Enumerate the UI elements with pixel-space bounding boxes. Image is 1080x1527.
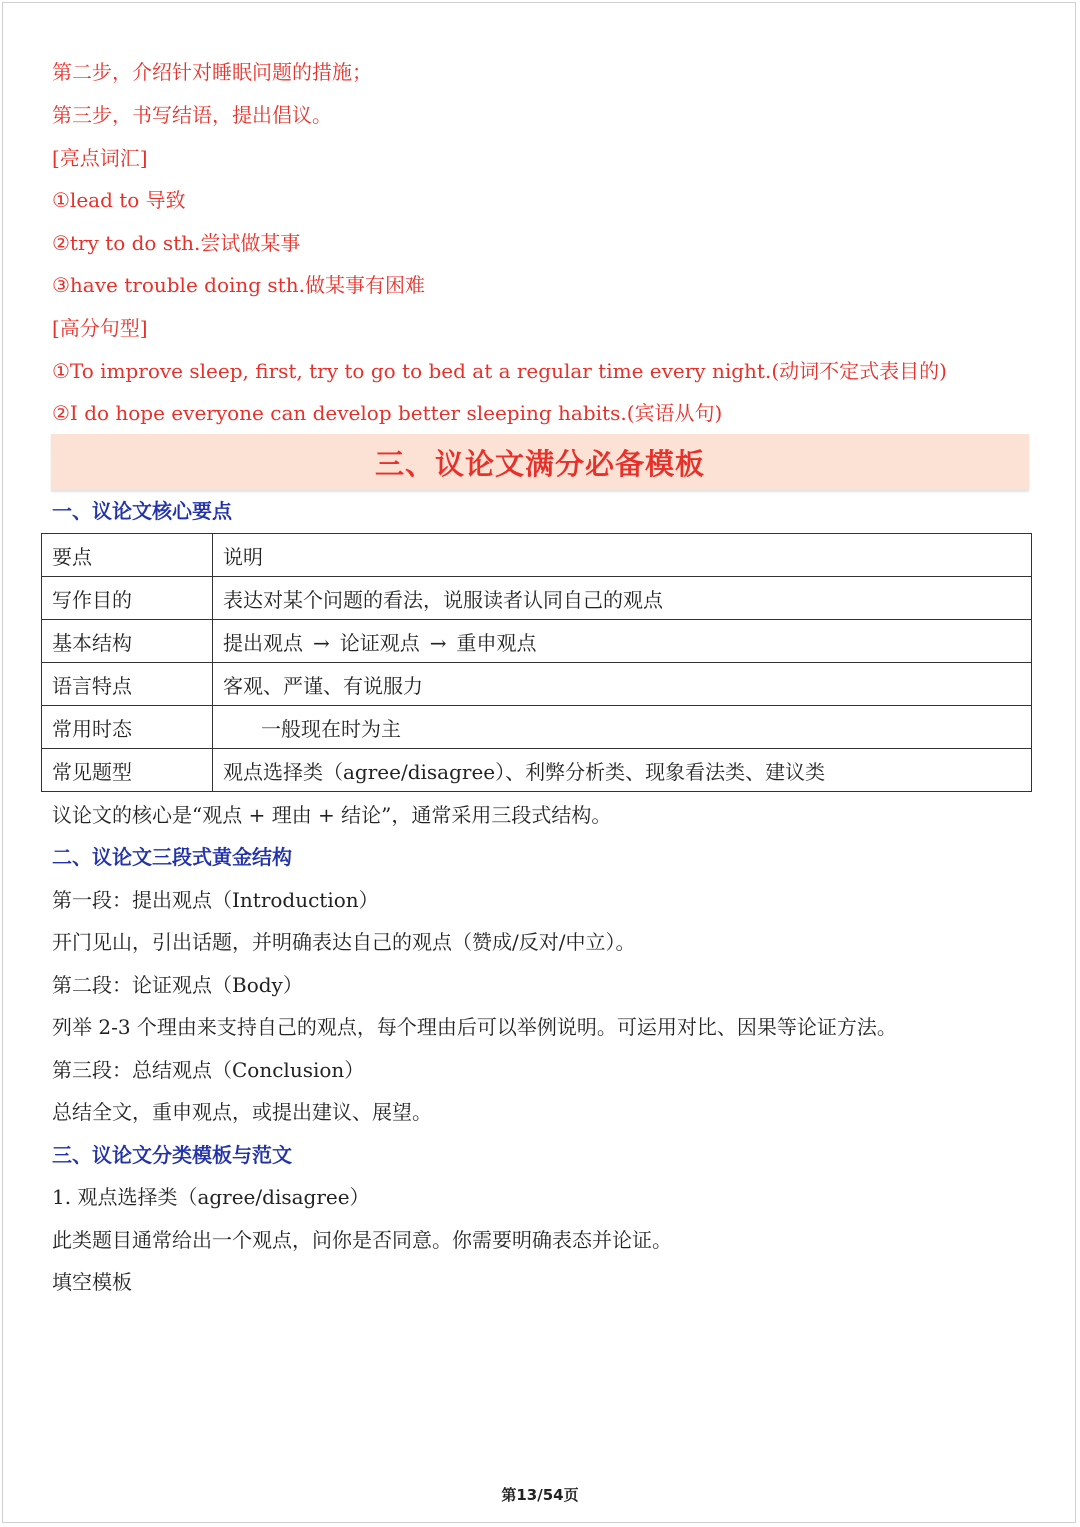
table-value-cell: 观点选择类（agree/disagree）、利弊分析类、现象看法类、建议类 bbox=[213, 749, 1032, 792]
table-row bbox=[42, 749, 1032, 792]
table-header-cell: 说明 bbox=[213, 534, 1032, 577]
section-banner bbox=[51, 434, 1029, 490]
paragraph2-title: 第二段：论证观点（Body） bbox=[52, 973, 303, 997]
section1-heading: 一、议论文核心要点 bbox=[52, 499, 232, 523]
category1-desc: 此类题目通常给出一个观点，问你是否同意。你需要明确表态并论证。 bbox=[52, 1228, 672, 1252]
sentence-item: ②I do hope everyone can develop better sleeping habits.(宾语从句) bbox=[52, 401, 723, 425]
paragraph1-desc: 开门见山，引出话题，并明确表达自己的观点（赞成/反对/中立）。 bbox=[52, 930, 636, 954]
vocab-item: ③have trouble doing sth.做某事有困难 bbox=[52, 273, 425, 297]
arrow-right-icon: → bbox=[429, 630, 447, 655]
template-label: 填空模板 bbox=[52, 1270, 132, 1294]
category1-title: 1. 观点选择类（agree/disagree） bbox=[52, 1185, 370, 1209]
structure-step: 论证观点 bbox=[339, 630, 420, 655]
arrow-right-icon: → bbox=[313, 630, 330, 655]
table-header-cell: 要点 bbox=[42, 534, 213, 577]
core-points-table bbox=[41, 533, 1032, 792]
section2-heading: 二、议论文三段式黄金结构 bbox=[52, 845, 292, 869]
paragraph3-desc: 总结全文，重申观点，或提出建议、展望。 bbox=[52, 1100, 432, 1124]
section1-summary: 议论文的核心是“观点 + 理由 + 结论”，通常采用三段式结构。 bbox=[52, 803, 612, 827]
paragraph3-title: 第三段：总结观点（Conclusion） bbox=[52, 1058, 365, 1082]
vocab-heading: [亮点词汇] bbox=[52, 146, 148, 170]
table-value-cell: 表达对某个问题的看法，说服读者认同自己的观点 bbox=[213, 577, 1032, 620]
structure-step: 重申观点 bbox=[456, 630, 537, 655]
banner-title: 三、议论文满分必备模板 bbox=[374, 446, 705, 481]
table-value-cell: 客观、严谨、有说服力 bbox=[213, 663, 1032, 706]
page-number: 第13/54页 bbox=[501, 1486, 579, 1504]
table-row bbox=[42, 577, 1032, 620]
table-key-cell: 常用时态 bbox=[42, 706, 213, 749]
table-header-row bbox=[42, 534, 1032, 577]
structure-step: 提出观点 bbox=[223, 630, 303, 655]
sentence-item: ①To improve sleep, first, try to go to bed at a regular time every night.(动词不定式表目的) bbox=[52, 359, 947, 383]
table-row bbox=[42, 706, 1032, 749]
table-value-cell bbox=[213, 620, 1032, 663]
sentences-heading: [高分句型] bbox=[52, 316, 148, 340]
table-key-cell: 常见题型 bbox=[42, 749, 213, 792]
table-key-cell: 语言特点 bbox=[42, 663, 213, 706]
paragraph2-desc: 列举 2-3 个理由来支持自己的观点，每个理由后可以举例说明。可运用对比、因果等论证方法。 bbox=[52, 1015, 897, 1039]
table-row bbox=[42, 620, 1032, 663]
step3-text: 第三步，书写结语，提出倡议。 bbox=[52, 103, 332, 127]
section3-heading: 三、议论文分类模板与范文 bbox=[52, 1143, 292, 1167]
step2-text: 第二步，介绍针对睡眠问题的措施； bbox=[52, 60, 372, 84]
paragraph1-title: 第一段：提出观点（Introduction） bbox=[52, 888, 379, 912]
table-key-cell: 基本结构 bbox=[42, 620, 213, 663]
table-key-cell: 写作目的 bbox=[42, 577, 213, 620]
vocab-item: ①lead to 导致 bbox=[52, 188, 186, 212]
vocab-item: ②try to do sth.尝试做某事 bbox=[52, 231, 301, 255]
table-row bbox=[42, 663, 1032, 706]
table-value-cell: 一般现在时为主 bbox=[213, 706, 1032, 749]
